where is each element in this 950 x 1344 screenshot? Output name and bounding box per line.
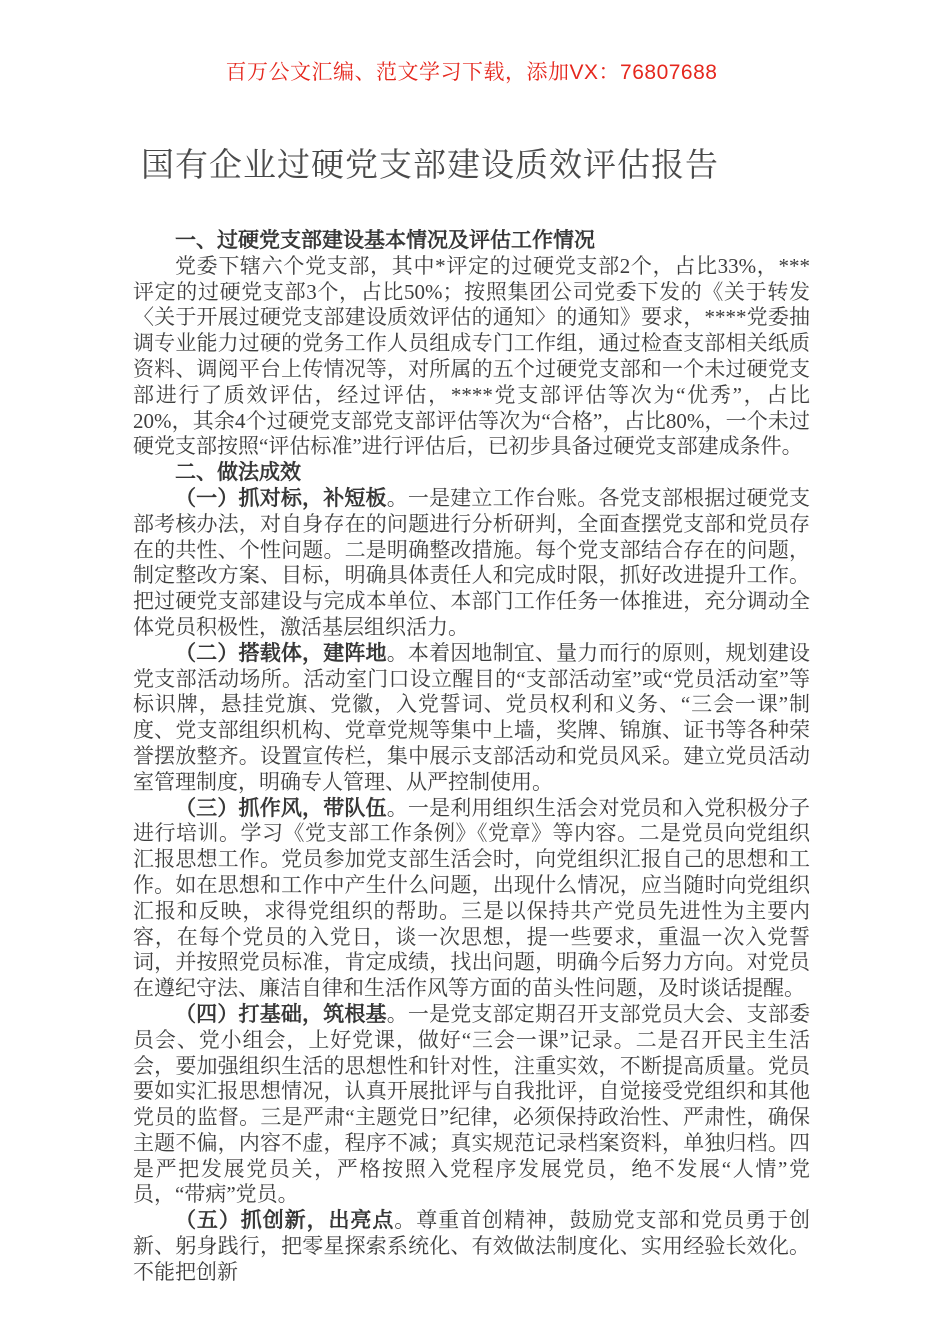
paragraph-lead: （三）抓作风，带队伍 (175, 796, 387, 820)
section-heading-2: 二、做法成效 (175, 461, 301, 485)
paragraph-item-1 (133, 486, 810, 641)
paragraph-text: 。尊重首创精神，鼓励党支部和党员勇于创新、躬身践行，把零星探索系统化、有效做法制度化、实用经验长效化。不能把创新 (133, 1208, 811, 1284)
paragraph-item-4 (133, 1002, 810, 1208)
section-heading-1: 一、过硬党支部建设基本情况及评估工作情况 (175, 229, 595, 252)
document-title: 国有企业过硬党支部建设质效评估报告 (141, 146, 719, 183)
paragraph-overview (133, 254, 810, 460)
paragraph-lead: （二）搭载体，建阵地 (175, 641, 387, 665)
paragraph-text: 。一是党支部定期召开支部党员大会、支部委员会、党小组会，上好党课，做好“三会一课”记录。二是召开民主生活会，要加强组织生活的思想性和针对性，注重实效，不断提高质量。党员要如实汇报思想情况，认真开展批评与自我批评，自觉接受党组织和其他党员的监督。三是严肃“主题党日”纪律，必须保持政治性、严肃性，确保主题不偏，内容不虚，程序不减；真实规范记录档案资料，单独归档。四是严把发展党员关，严格按照入党程序发展党员，绝不发展“人情”党员，“带病”党员。 (133, 1001, 811, 1207)
paragraph-text: 。本着因地制宜、量力而行的原则，规划建设党支部活动场所。活动室门口设立醒目的“支部活动室”或“党员活动室”等标识牌，悬挂党旗、党徽，入党誓词、党员权利和义务、“三会一课”制度、党支部组织机构、党章党规等集中上墙，奖牌、锦旗、证书等各种荣誉摆放整齐。设置宣传栏，集中展示支部活动和党员风采。建立党员活动室管理制度，明确专人管理、从严控制使用。 (133, 640, 811, 794)
paragraph-lead: （一）抓对标，补短板 (175, 486, 387, 510)
promo-banner-text: 百万公文汇编、范文学习下载，添加VX：76807688 (225, 61, 718, 84)
paragraph-item-5 (133, 1208, 810, 1285)
paragraph-item-2 (133, 641, 810, 796)
paragraph-text: 。一是利用组织生活会对党员和入党积极分子进行培训。学习《党支部工作条例》《党章》等内容。二是党员向党组织汇报思想工作。党员参加党支部生活会时，向党组织汇报自己的思想和工作。如在思想和工作中产生什么问题，出现什么情况，应当随时向党组织汇报和反映，求得党组织的帮助。三是以保持共产党员先进性为主要内容，在每个党员的入党日，谈一次思想，提一些要求，重温一次入党誓词，并按照党员标准，肯定成绩，找出问题，明确今后努力方向。对党员在遵纪守法、廉洁自律和生活作风等方面的苗头性问题，及时谈话提醒。 (133, 795, 811, 1001)
paragraph-lead: （五）抓创新，出亮点 (175, 1209, 395, 1233)
paragraph-item-3 (133, 796, 810, 1002)
document-body (133, 228, 810, 1286)
paragraph-text: 党委下辖六个党支部，其中*评定的过硬党支部2个，占比33%，***评定的过硬党支部3个，占比50%；按照集团公司党委下发的《关于转发〈关于开展过硬党支部建设质效评估的通知〉的通知》要求，****党委抽调专业能力过硬的党务工作人员组成专门工作组，通过检查支部相关纸质资料、调阅平台上传情况等，对所属的五个过硬党支部和一个未过硬党支部进行了质效评估，经过评估，****党支部评估等次为“优秀”，占比20%，其余4个过硬党支部党支部评估等次为“合格”，占比80%，一个未过硬党支部按照“评估标准”进行评估后，已初步具备过硬党支部建成条件。 (133, 253, 810, 459)
paragraph-lead: （四）打基础，筑根基 (175, 1002, 387, 1026)
paragraph-text: 。一是建立工作台账。各党支部根据过硬党支部考核办法，对自身存在的问题进行分析研判，全面查摆党支部和党员存在的共性、个性问题。二是明确整改措施。每个党支部结合存在的问题，制定整改方案、目标，明确具体责任人和完成时限，抓好改进提升工作。把过硬党支部建设与完成本单位、本部门工作任务一体推进，充分调动全体党员积极性，激活基层组织活力。 (133, 485, 811, 639)
